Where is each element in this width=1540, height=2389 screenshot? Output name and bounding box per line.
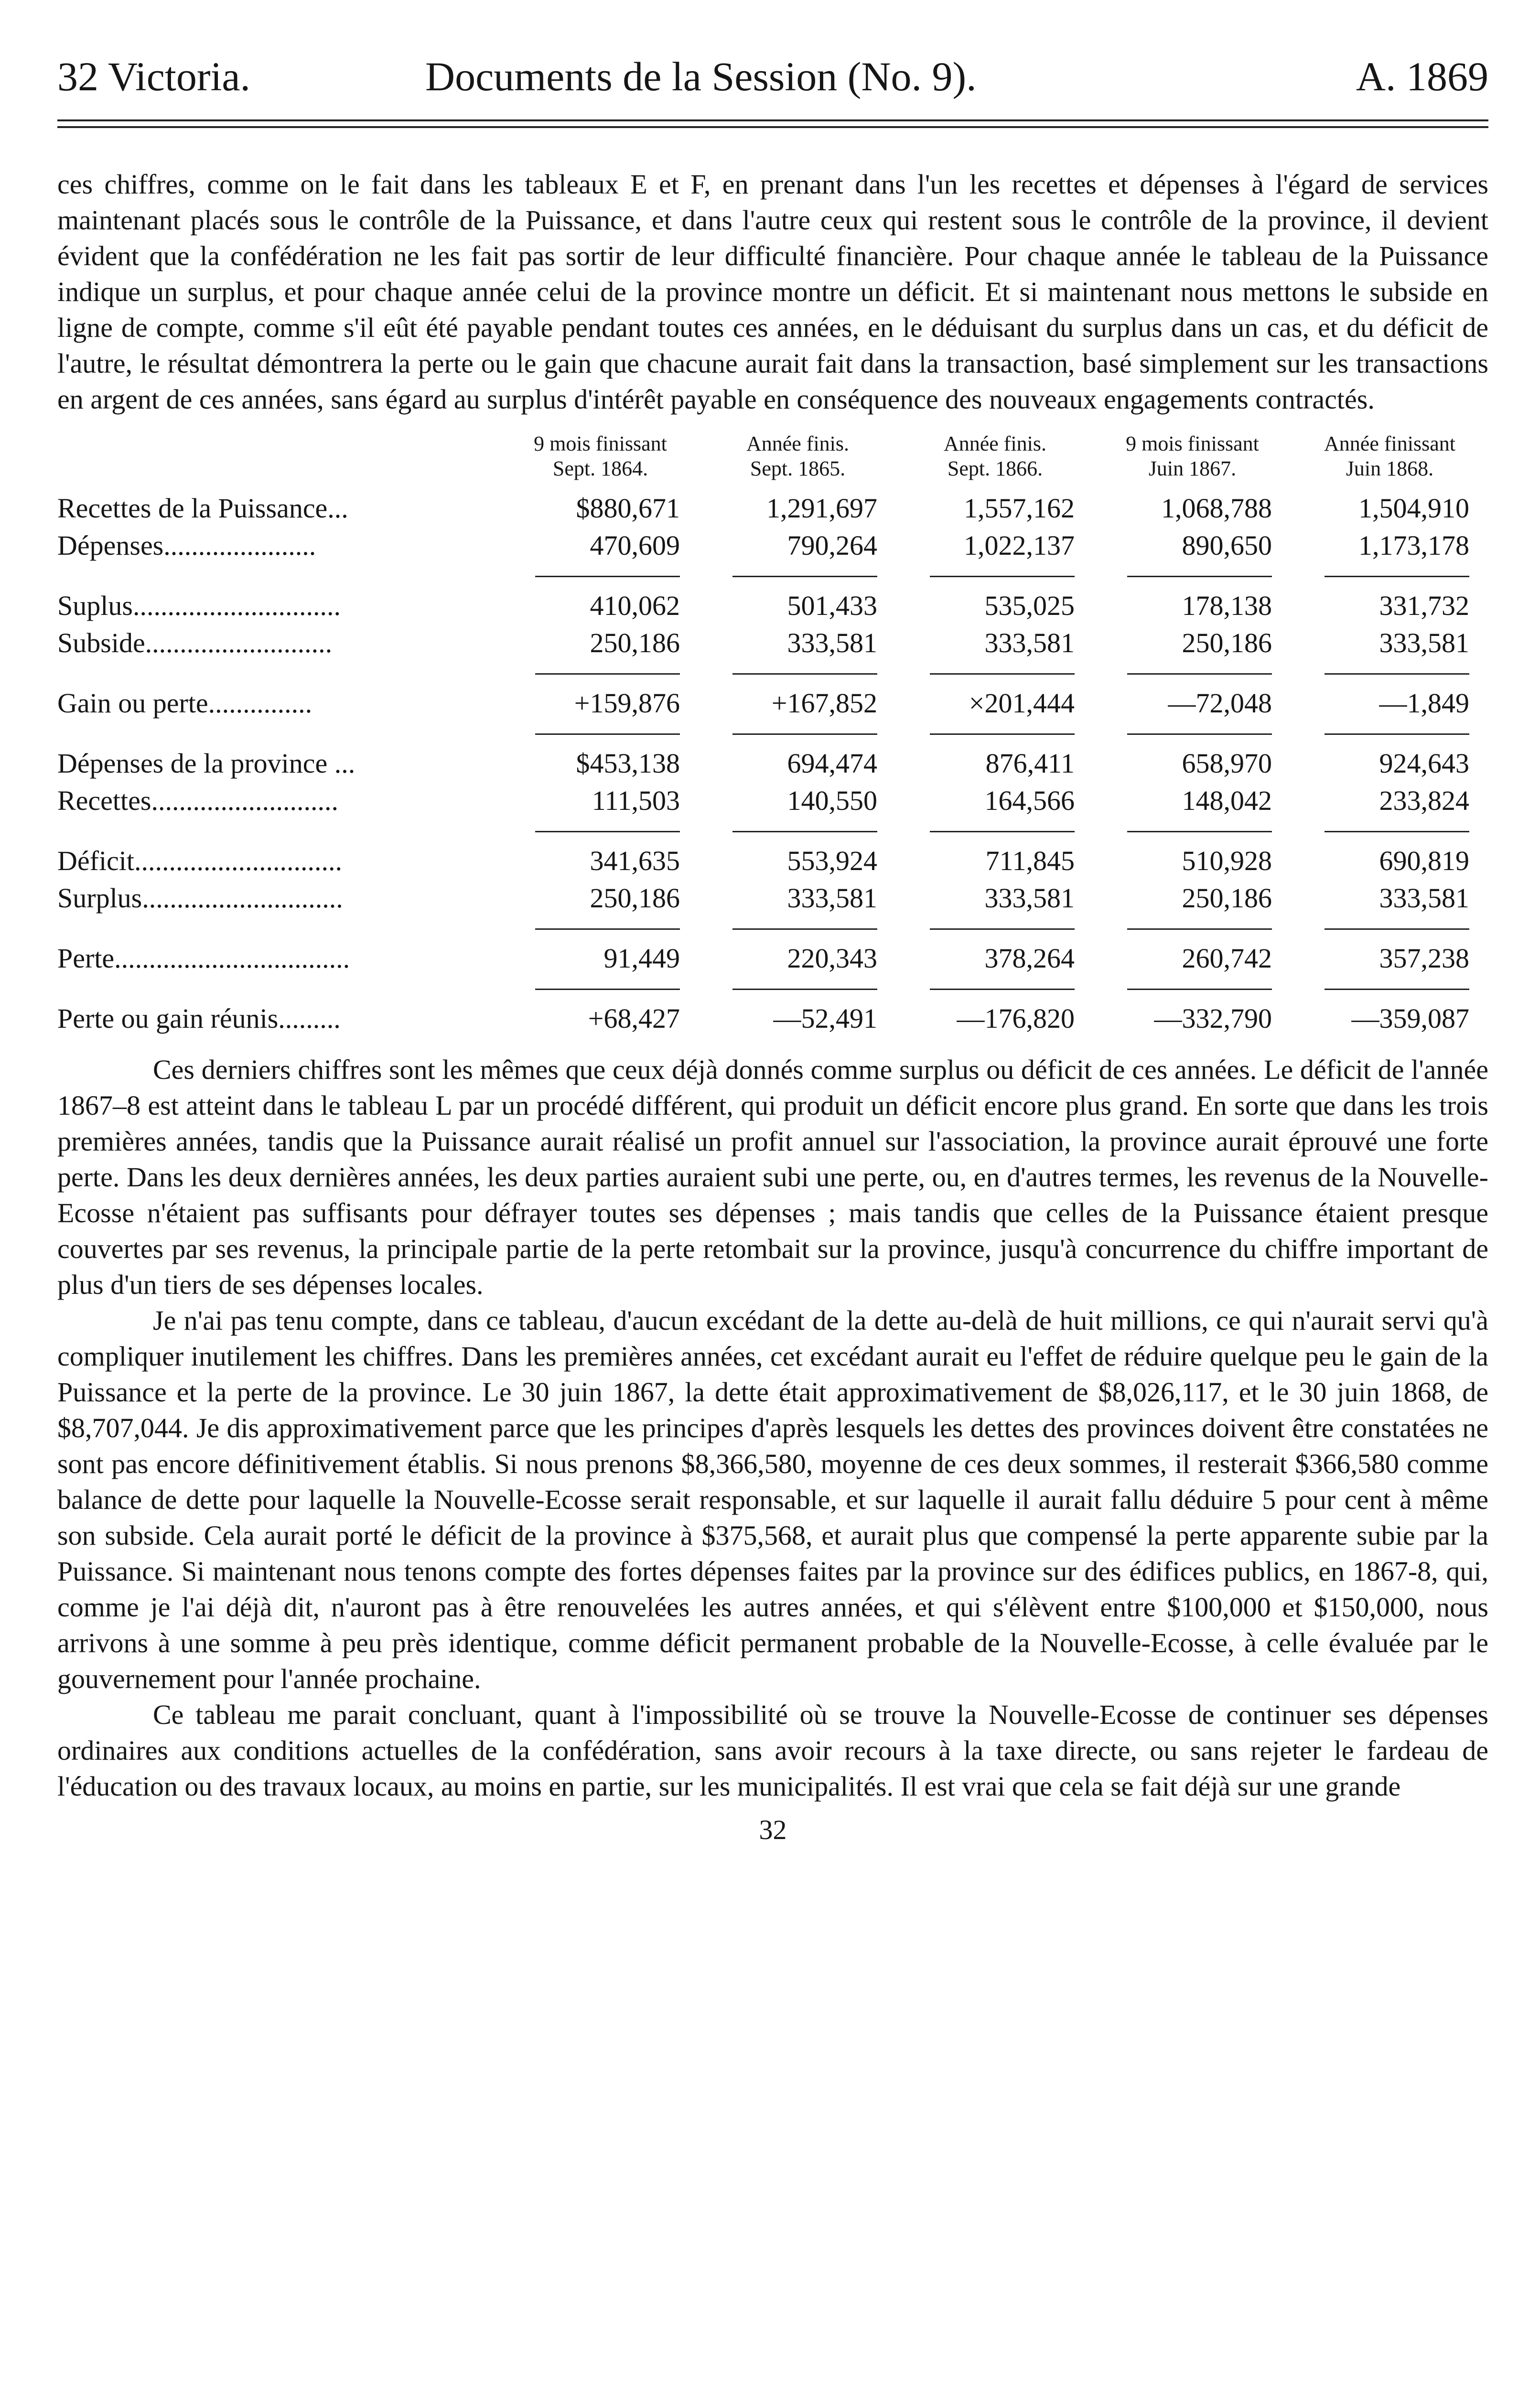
table-cell: —359,087	[1351, 1003, 1469, 1034]
table-cell: 333,581	[1379, 627, 1469, 658]
table-cell: 250,186	[590, 882, 680, 914]
table-row	[57, 782, 1488, 819]
table-row	[57, 490, 1488, 527]
table-cell: 1,291,697	[766, 493, 877, 524]
row-label: Recettes...........................	[57, 785, 338, 816]
table-cell: 333,581	[984, 882, 1075, 914]
column-header: Année finis. Sept. 1866.	[943, 432, 1047, 480]
row-label: Subside...........................	[57, 627, 333, 658]
row-label: Perte..................................	[57, 943, 350, 974]
table-cell: —332,790	[1154, 1003, 1272, 1034]
table-cell: 164,566	[984, 785, 1075, 816]
column-header: 9 mois finissant Juin 1867.	[1126, 432, 1259, 480]
table-row	[57, 940, 1488, 977]
table-cell: ×201,444	[969, 688, 1075, 719]
row-label: Déficit..............................	[57, 845, 343, 876]
table-cell: 250,186	[590, 627, 680, 658]
table-cell: $880,671	[576, 493, 680, 524]
table-cell: —176,820	[957, 1003, 1075, 1034]
column-header: Année finissant Juin 1868.	[1324, 432, 1455, 480]
page-number: 32	[759, 1814, 787, 1845]
table-header-blank	[57, 431, 502, 490]
table-cell: 1,173,178	[1358, 530, 1469, 561]
table-cell: +159,876	[574, 688, 680, 719]
table-row	[57, 842, 1488, 880]
table-cell: 535,025	[984, 590, 1075, 621]
table-cell: 91,449	[603, 943, 680, 974]
row-label: Perte ou gain réunis.........	[57, 1003, 341, 1034]
table-cell: 250,186	[1182, 882, 1272, 914]
table-cell: —52,491	[773, 1003, 877, 1034]
table-rule-row	[57, 977, 1488, 1000]
row-label: Dépenses......................	[57, 530, 316, 561]
table-row	[57, 1000, 1488, 1037]
column-header: Année finis. Sept. 1865.	[746, 432, 850, 480]
row-label: Suplus..............................	[57, 590, 341, 621]
table-cell: $453,138	[576, 748, 680, 779]
table-cell: 378,264	[984, 943, 1075, 974]
table-cell: 341,635	[590, 845, 680, 876]
running-header	[57, 53, 1488, 115]
row-label: Surplus.............................	[57, 882, 343, 914]
paragraph-intro: ces chiffres, comme on le fait dans les tableaux E et F, en prenant dans l'un les recettes et dépenses à l'égard de services maintenant placés sous le contrôle de la Puissance, et dans l'autre ceux qui restent sous le contrôle de la province, il devient évident que la confédération ne les fait pas sortir de leur difficulté financière. Pour chaque année le tableau de la Puissance indique un surplus, et pour chaque année celui de la province montre un déficit. Et si maintenant nous mettons le subside en ligne de compte, comme s'il eût été payable pendant toutes ces années, en le déduisant du surplus dans un cas, et du déficit de l'autre, le résultat démontrera la perte ou le gain que chacune aurait fait dans la transaction, basé simplement sur les transactions en argent de ces années, sans égard au surplus d'intérêt payable en conséquence des nouveaux engagements contractés.	[57, 169, 1488, 415]
table-cell: 694,474	[787, 748, 877, 779]
column-header: 9 mois finissant Sept. 1864.	[534, 432, 667, 480]
document-page	[57, 53, 1488, 1846]
table-cell: 553,924	[787, 845, 877, 876]
table-rule-row	[57, 819, 1488, 842]
table-cell: 890,650	[1182, 530, 1272, 561]
header-rule-bottom	[57, 126, 1488, 128]
table-row	[57, 527, 1488, 564]
table-cell: 333,581	[787, 882, 877, 914]
table-cell: 333,581	[1379, 882, 1469, 914]
header-title: Documents de la Session (No. 9).	[425, 54, 977, 99]
table-row	[57, 745, 1488, 782]
table-header-row	[57, 431, 1488, 490]
paragraph-analysis: Ces derniers chiffres sont les mêmes que ceux déjà donnés comme surplus ou déficit de ces années. Le déficit de l'année 1867–8 est atteint dans le tableau L par un procédé différent, qui produit un déficit encore plus grand. En sorte que dans les trois premières années, tandis que la Puissance aurait réalisé un profit annuel sur l'association, la province aurait éprouvé une forte perte. Dans les deux dernières années, les deux parties auraient subi une perte, ou, en d'autres termes, les revenus de la Nouvelle-Ecosse n'étaient pas suffisants pour défrayer toutes ses dépenses ; mais tandis que celles de la Puissance étaient presque couvertes par ses revenus, la principale partie de la perte retombait sur la province, jusqu'à concurrence du chiffre important de plus d'un tiers de ses dépenses locales.	[57, 1054, 1488, 1300]
table-row	[57, 587, 1488, 624]
row-label: Recettes de la Puissance...	[57, 493, 348, 524]
table-cell: 233,824	[1379, 785, 1469, 816]
row-label: Dépenses de la province ...	[57, 748, 355, 779]
table-cell: 1,068,788	[1161, 493, 1272, 524]
table-cell: 410,062	[590, 590, 680, 621]
header-rule-top	[57, 119, 1488, 121]
paragraph-conclusion: Ce tableau me parait concluant, quant à l'impossibilité où se trouve la Nouvelle-Ecosse de continuer ses dépenses ordinaires aux conditions actuelles de la confédération, sans avoir recours à la taxe directe, ou sans rejeter le fardeau de l'éducation ou des travaux locaux, au moins en partie, sur les municipalités. Il est vrai que cela se fait déjà sur une grande	[57, 1699, 1488, 1802]
table-cell: 148,042	[1182, 785, 1272, 816]
table-cell: 1,504,910	[1358, 493, 1469, 524]
table-row	[57, 685, 1488, 722]
table-row	[57, 624, 1488, 662]
table-cell: 658,970	[1182, 748, 1272, 779]
table-cell: 711,845	[985, 845, 1075, 876]
table-cell: 690,819	[1379, 845, 1469, 876]
table-cell: 333,581	[787, 627, 877, 658]
table-cell: 924,643	[1379, 748, 1469, 779]
header-volume: 32 Victoria.	[57, 54, 251, 99]
table-cell: 250,186	[1182, 627, 1272, 658]
table-cell: +68,427	[588, 1003, 680, 1034]
table-cell: 111,503	[592, 785, 680, 816]
table-cell: +167,852	[771, 688, 877, 719]
table-cell: 260,742	[1182, 943, 1272, 974]
table-cell: 1,022,137	[964, 530, 1075, 561]
table-cell: 876,411	[985, 748, 1075, 779]
table-cell: 510,928	[1182, 845, 1272, 876]
paragraph-debt: Je n'ai pas tenu compte, dans ce tableau, d'aucun excédant de la dette au-delà de huit millions, ce qui n'aurait servi qu'à compliquer inutilement les chiffres. Dans les premières années, cet excédant aurait eu l'effet de réduire quelque peu le gain de la Puissance et la perte de la province. Le 30 juin 1867, la dette était approximativement de $8,026,117, et le 30 juin 1868, de $8,707,044. Je dis approximativement parce que les principes d'après lesquels les dettes des provinces doivent être constatées ne sont pas encore définitivement établis. Si nous prenons $8,366,580, moyenne de ces deux sommes, il resterait $366,580 comme balance de dette pour laquelle la Nouvelle-Ecosse serait responsable, et sur laquelle il aurait fallu déduire 5 pour cent à même son subside. Cela aurait porté le déficit de la province à $375,568, et aurait plus que compensé la perte apparente subie par la Puissance. Si maintenant nous tenons compte des fortes dépenses faites par la province sur des édifices publics, en 1867-8, qui, comme je l'ai déjà dit, n'auront pas à être renouvelées les autres années, et qui s'élèvent entre $100,000 et $150,000, nous arrivons à une somme à peu près identique, comme déficit permanent probable de la Nouvelle-Ecosse, à celle évaluée par le gouvernement pour l'année prochaine.	[57, 1305, 1488, 1694]
table-rule-row	[57, 722, 1488, 745]
table-cell: 220,343	[787, 943, 877, 974]
table-cell: 790,264	[787, 530, 877, 561]
table-cell: 333,581	[984, 627, 1075, 658]
table-rule-row	[57, 662, 1488, 685]
table-cell: 1,557,162	[964, 493, 1075, 524]
table-cell: —72,048	[1168, 688, 1272, 719]
table-cell: 357,238	[1379, 943, 1469, 974]
header-year: A. 1869	[1356, 54, 1488, 99]
table-cell: 178,138	[1182, 590, 1272, 621]
table-rule-row	[57, 917, 1488, 940]
finance-table	[57, 431, 1488, 1037]
table-cell: 140,550	[787, 785, 877, 816]
table-cell: 470,609	[590, 530, 680, 561]
table-rule-row	[57, 564, 1488, 587]
row-label: Gain ou perte...............	[57, 688, 312, 719]
table-cell: 501,433	[787, 590, 877, 621]
table-cell: 331,732	[1379, 590, 1469, 621]
table-cell: —1,849	[1379, 688, 1469, 719]
table-row	[57, 880, 1488, 917]
